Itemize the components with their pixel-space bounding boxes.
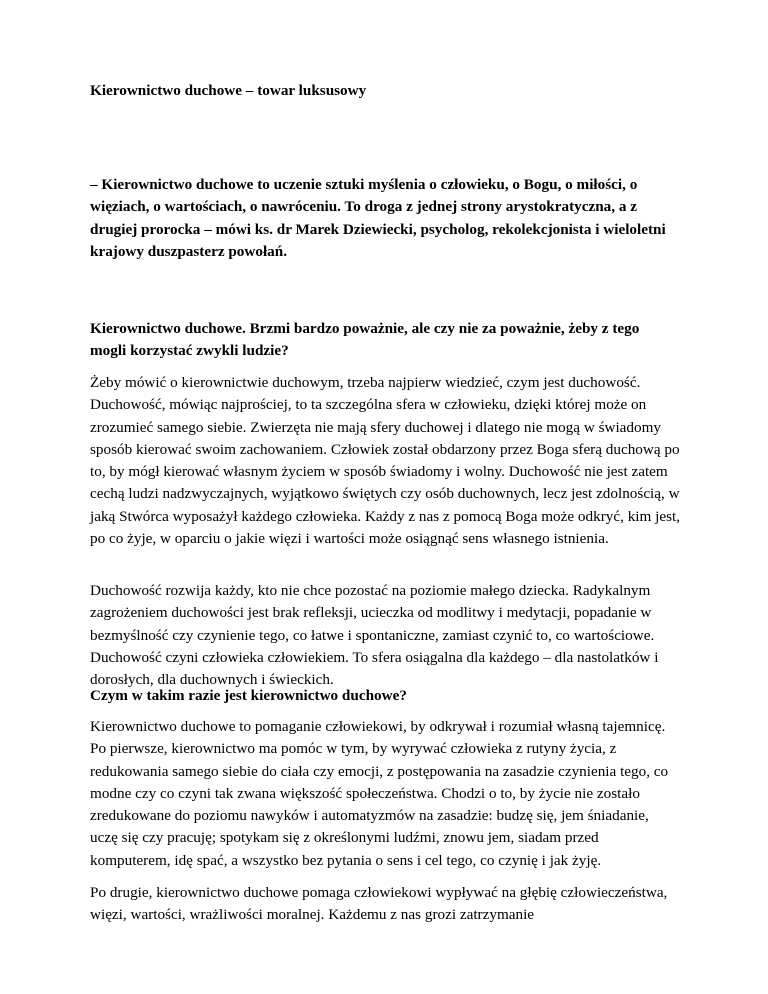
question-heading-2: Czym w takim razie jest kierownictwo duchowe?: [90, 687, 407, 704]
body-paragraph-4: Po drugie, kierownictwo duchowe pomaga człowiekowi wypływać na głębię człowieczeństwa, więzi, wartości, wrażliwości moralnej. Każdemu z nas grozi zatrzymanie: [90, 884, 668, 924]
question-heading-1: Kierownictwo duchowe. Brzmi bardzo poważnie, ale czy nie za poważnie, żeby z tego mogli korzystać zwykli ludzie?: [90, 320, 640, 360]
lead-paragraph: – Kierownictwo duchowe to uczenie sztuki myślenia o człowieku, o Bogu, o miłości, o więziach, o wartościach, o nawróceniu. To droga z jednej strony arystokratyczna, a z drugiej prorocka – mówi ks. dr Marek Dziewiecki, psycholog, rekolekcjonista i wieloletni krajowy duszpasterz powołań.: [90, 176, 666, 260]
document-title: Kierownictwo duchowe – towar luksusowy: [90, 82, 367, 99]
body-paragraph-2: Duchowość rozwija każdy, kto nie chce pozostać na poziomie małego dziecka. Radykalnym zagrożeniem duchowości jest brak refleksji, ucieczka od modlitwy i medytacji, popadanie w bezmyślność czy czynienie tego, co łatwe i spontaniczne, zamiast czynić to, co wartościowe. Duchowość czyni człowieka człowiekiem. To sfera osiągalna dla każdego – dla nastolatków i dorosłych, dla duchownych i świeckich.: [90, 582, 659, 689]
body-paragraph-3: Kierownictwo duchowe to pomaganie człowiekowi, by odkrywał i rozumiał własną tajemnicę. Po pierwsze, kierownictwo ma pomóc w tym, by wyrywać człowieka z rutyny życia, z redukowania samego siebie do ciała czy emocji, z postępowania na zasadzie czynienia tego, co modne czy co czyni tak zwana większość społeczeństwa. Chodzi o to, by życie nie zostało zredukowane do poziomu nawyków i automatyzmów na zasadzie: budzę się, jem śniadanie, uczę się czy pracuję; spotykam się z określonymi ludźmi, znowu jem, siadam przed komputerem, idę spać, a wszystko bez pytania o sens i cel tego, co czynię i jak żyję.: [90, 718, 669, 869]
body-paragraph-1: Żeby mówić o kierownictwie duchowym, trzeba najpierw wiedzieć, czym jest duchowość. Duchowość, mówiąc najprościej, to ta szczególna sfera w człowieku, dzięki której może on zrozumieć samego siebie. Zwierzęta nie mają sfery duchowej i dlatego nie mogą w świadomy sposób kierować swoim zachowaniem. Człowiek został obdarzony przez Boga sferą duchową po to, by mógł kierować własnym życiem w sposób świadomy i wolny. Duchowość nie jest zatem cechą ludzi nadzwyczajnych, wyjątkowo świętych czy osób duchownych, lecz jest zdolnością, w jaką Stwórca wyposażył każdego człowieka. Każdy z nas z pomocą Boga może odkryć, kim jest, po co żyje, w oparciu o jakie więzi i wartości może osiągnąć sens własnego istnienia.: [90, 374, 680, 548]
